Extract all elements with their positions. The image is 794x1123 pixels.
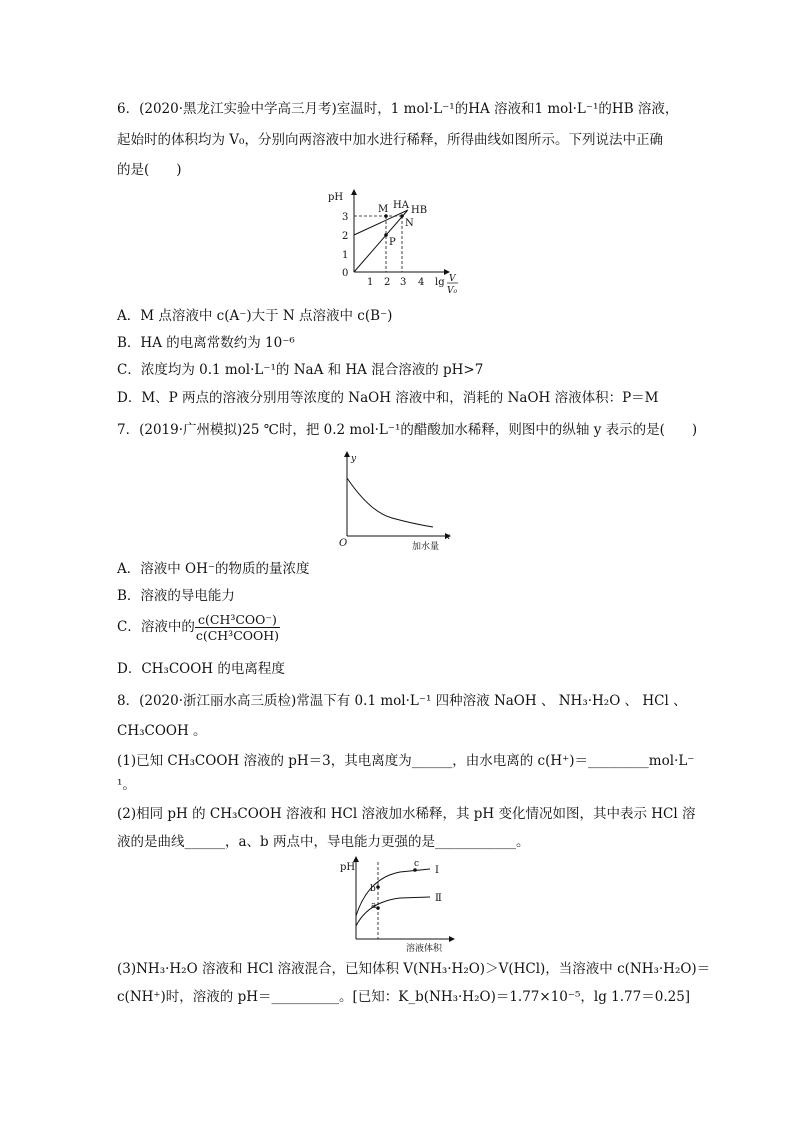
svg-text:Ⅱ: Ⅱ xyxy=(435,893,442,904)
q7-option-d: D．CH₃COOH 的电离程度 xyxy=(117,661,285,677)
q8-stem-line2: CH₃COOH 。 xyxy=(117,723,207,739)
q8-point-b xyxy=(376,885,380,889)
q6-stem-line3: 的是( ) xyxy=(117,162,182,178)
svg-text:3: 3 xyxy=(400,277,407,288)
svg-text:2: 2 xyxy=(342,231,349,242)
q7-stem: 7．(2019·广州模拟)25 ℃时，把 0.2 mol·L⁻¹的醋酸加水稀释，则图中的纵轴 y 表示的是( ) xyxy=(117,422,698,438)
q7-option-b: B．溶液的导电能力 xyxy=(117,588,235,604)
svg-text:N: N xyxy=(405,218,414,229)
q8-part3-line2: c(NH⁺)时，溶液的 pH＝__________。[已知：K_b(NH₃·H₂O)＝1.77×10⁻⁵，lg 1.77＝0.25] xyxy=(117,989,691,1005)
q8-part1-line2: ¹。 xyxy=(117,777,136,793)
svg-text:P: P xyxy=(389,237,396,248)
q7-option-a: A．溶液中 OH⁻的物质的量浓度 xyxy=(117,561,310,577)
q8-stem-line1: 8．(2020·浙江丽水高三质检)常温下有 0.1 mol·L⁻¹ 四种溶液 NaOH 、 NH₃·H₂O 、 HCl 、 xyxy=(117,693,687,709)
q6-x-axis-label: lg xyxy=(435,277,445,288)
q6-stem-line1: 6．(2020·黑龙江实验中学高三月考)室温时，1 mol·L⁻¹的HA 溶液和1 mol·L⁻¹的HB 溶液， xyxy=(117,101,679,117)
q6-point-n xyxy=(400,214,404,218)
q6-option-d: D．M、P 两点的溶液分别用等浓度的 NaOH 溶液中和，消耗的 NaOH 溶液体积：P＝M xyxy=(117,390,659,406)
q8-y-axis-label: pH xyxy=(340,862,356,873)
q6-ph-dilution-graph xyxy=(325,186,485,302)
q6-y-axis-label: pH xyxy=(328,192,344,203)
svg-text:0: 0 xyxy=(342,268,349,279)
q8-point-a xyxy=(376,906,380,910)
q7-dilution-curve xyxy=(332,450,462,550)
svg-text:HB: HB xyxy=(411,205,428,216)
svg-text:M: M xyxy=(378,204,389,215)
q8-part2-line1: (2)相同 pH 的 CH₃COOH 溶液和 HCl 溶液加水稀释，其 pH 变化情况如图，其中表示 HCl 溶 xyxy=(117,806,696,822)
q6-point-p xyxy=(384,233,388,237)
svg-text:HA: HA xyxy=(393,200,409,211)
q7-curve xyxy=(347,478,433,527)
q6-option-a: A．M 点溶液中 c(A⁻)大于 N 点溶液中 c(B⁻) xyxy=(117,308,393,324)
q8-curve-1 xyxy=(356,869,430,916)
q7-option-c: C．溶液中的 $\frac{\text{c(CH³COO⁻)}}{\text{c(CH³COOH)}}$ xyxy=(117,612,280,643)
q6-stem-line2: 起始时的体积均为 V₀，分别向两溶液中加水进行稀释，所得曲线如图所示。下列说法中正确 xyxy=(117,132,663,148)
q8-x-axis-title: 溶液体积 xyxy=(406,944,443,954)
q8-part2-line2: 液的是曲线______，a、b 两点中，导电能力更强的是____________。 xyxy=(117,834,530,850)
svg-text:1: 1 xyxy=(342,250,349,261)
svg-text:a: a xyxy=(371,901,377,911)
svg-text:x: x xyxy=(445,532,451,542)
svg-text:b: b xyxy=(370,884,376,894)
q8-ph-curves xyxy=(340,856,460,956)
svg-text:4: 4 xyxy=(418,277,425,288)
svg-text:3: 3 xyxy=(342,212,349,223)
svg-text:O: O xyxy=(339,538,348,549)
q6-curve-hb xyxy=(354,211,407,272)
svg-text:y: y xyxy=(351,454,357,464)
svg-text:2: 2 xyxy=(384,277,391,288)
q8-curve-2 xyxy=(356,897,430,926)
q8-part1-line1: (1)已知 CH₃COOH 溶液的 pH＝3，其电离度为______，由水电离的 c(H⁺)＝_________mol·L⁻ xyxy=(117,753,695,769)
svg-text:V₀: V₀ xyxy=(447,286,458,296)
q7-option-c-numerator: c(CH³COO⁻) xyxy=(195,612,280,628)
svg-text:Ⅰ: Ⅰ xyxy=(435,865,439,876)
q7-x-axis-title: 加水量 xyxy=(412,542,440,550)
q8-part3-line1: (3)NH₃·H₂O 溶液和 HCl 溶液混合，已知体积 V(NH₃·H₂O)＞V(HCl)，当溶液中 c(NH₃·H₂O)＝ xyxy=(117,961,711,977)
q6-option-b: B．HA 的电离常数约为 10⁻⁶ xyxy=(117,335,295,351)
svg-text:c: c xyxy=(414,859,420,869)
q6-option-c: C．浓度均为 0.1 mol·L⁻¹的 NaA 和 HA 混合溶液的 pH>7 xyxy=(117,362,484,378)
svg-text:1: 1 xyxy=(367,277,374,288)
q7-option-c-denominator: c(CH³COOH) xyxy=(195,628,280,643)
svg-text:V: V xyxy=(449,274,456,284)
